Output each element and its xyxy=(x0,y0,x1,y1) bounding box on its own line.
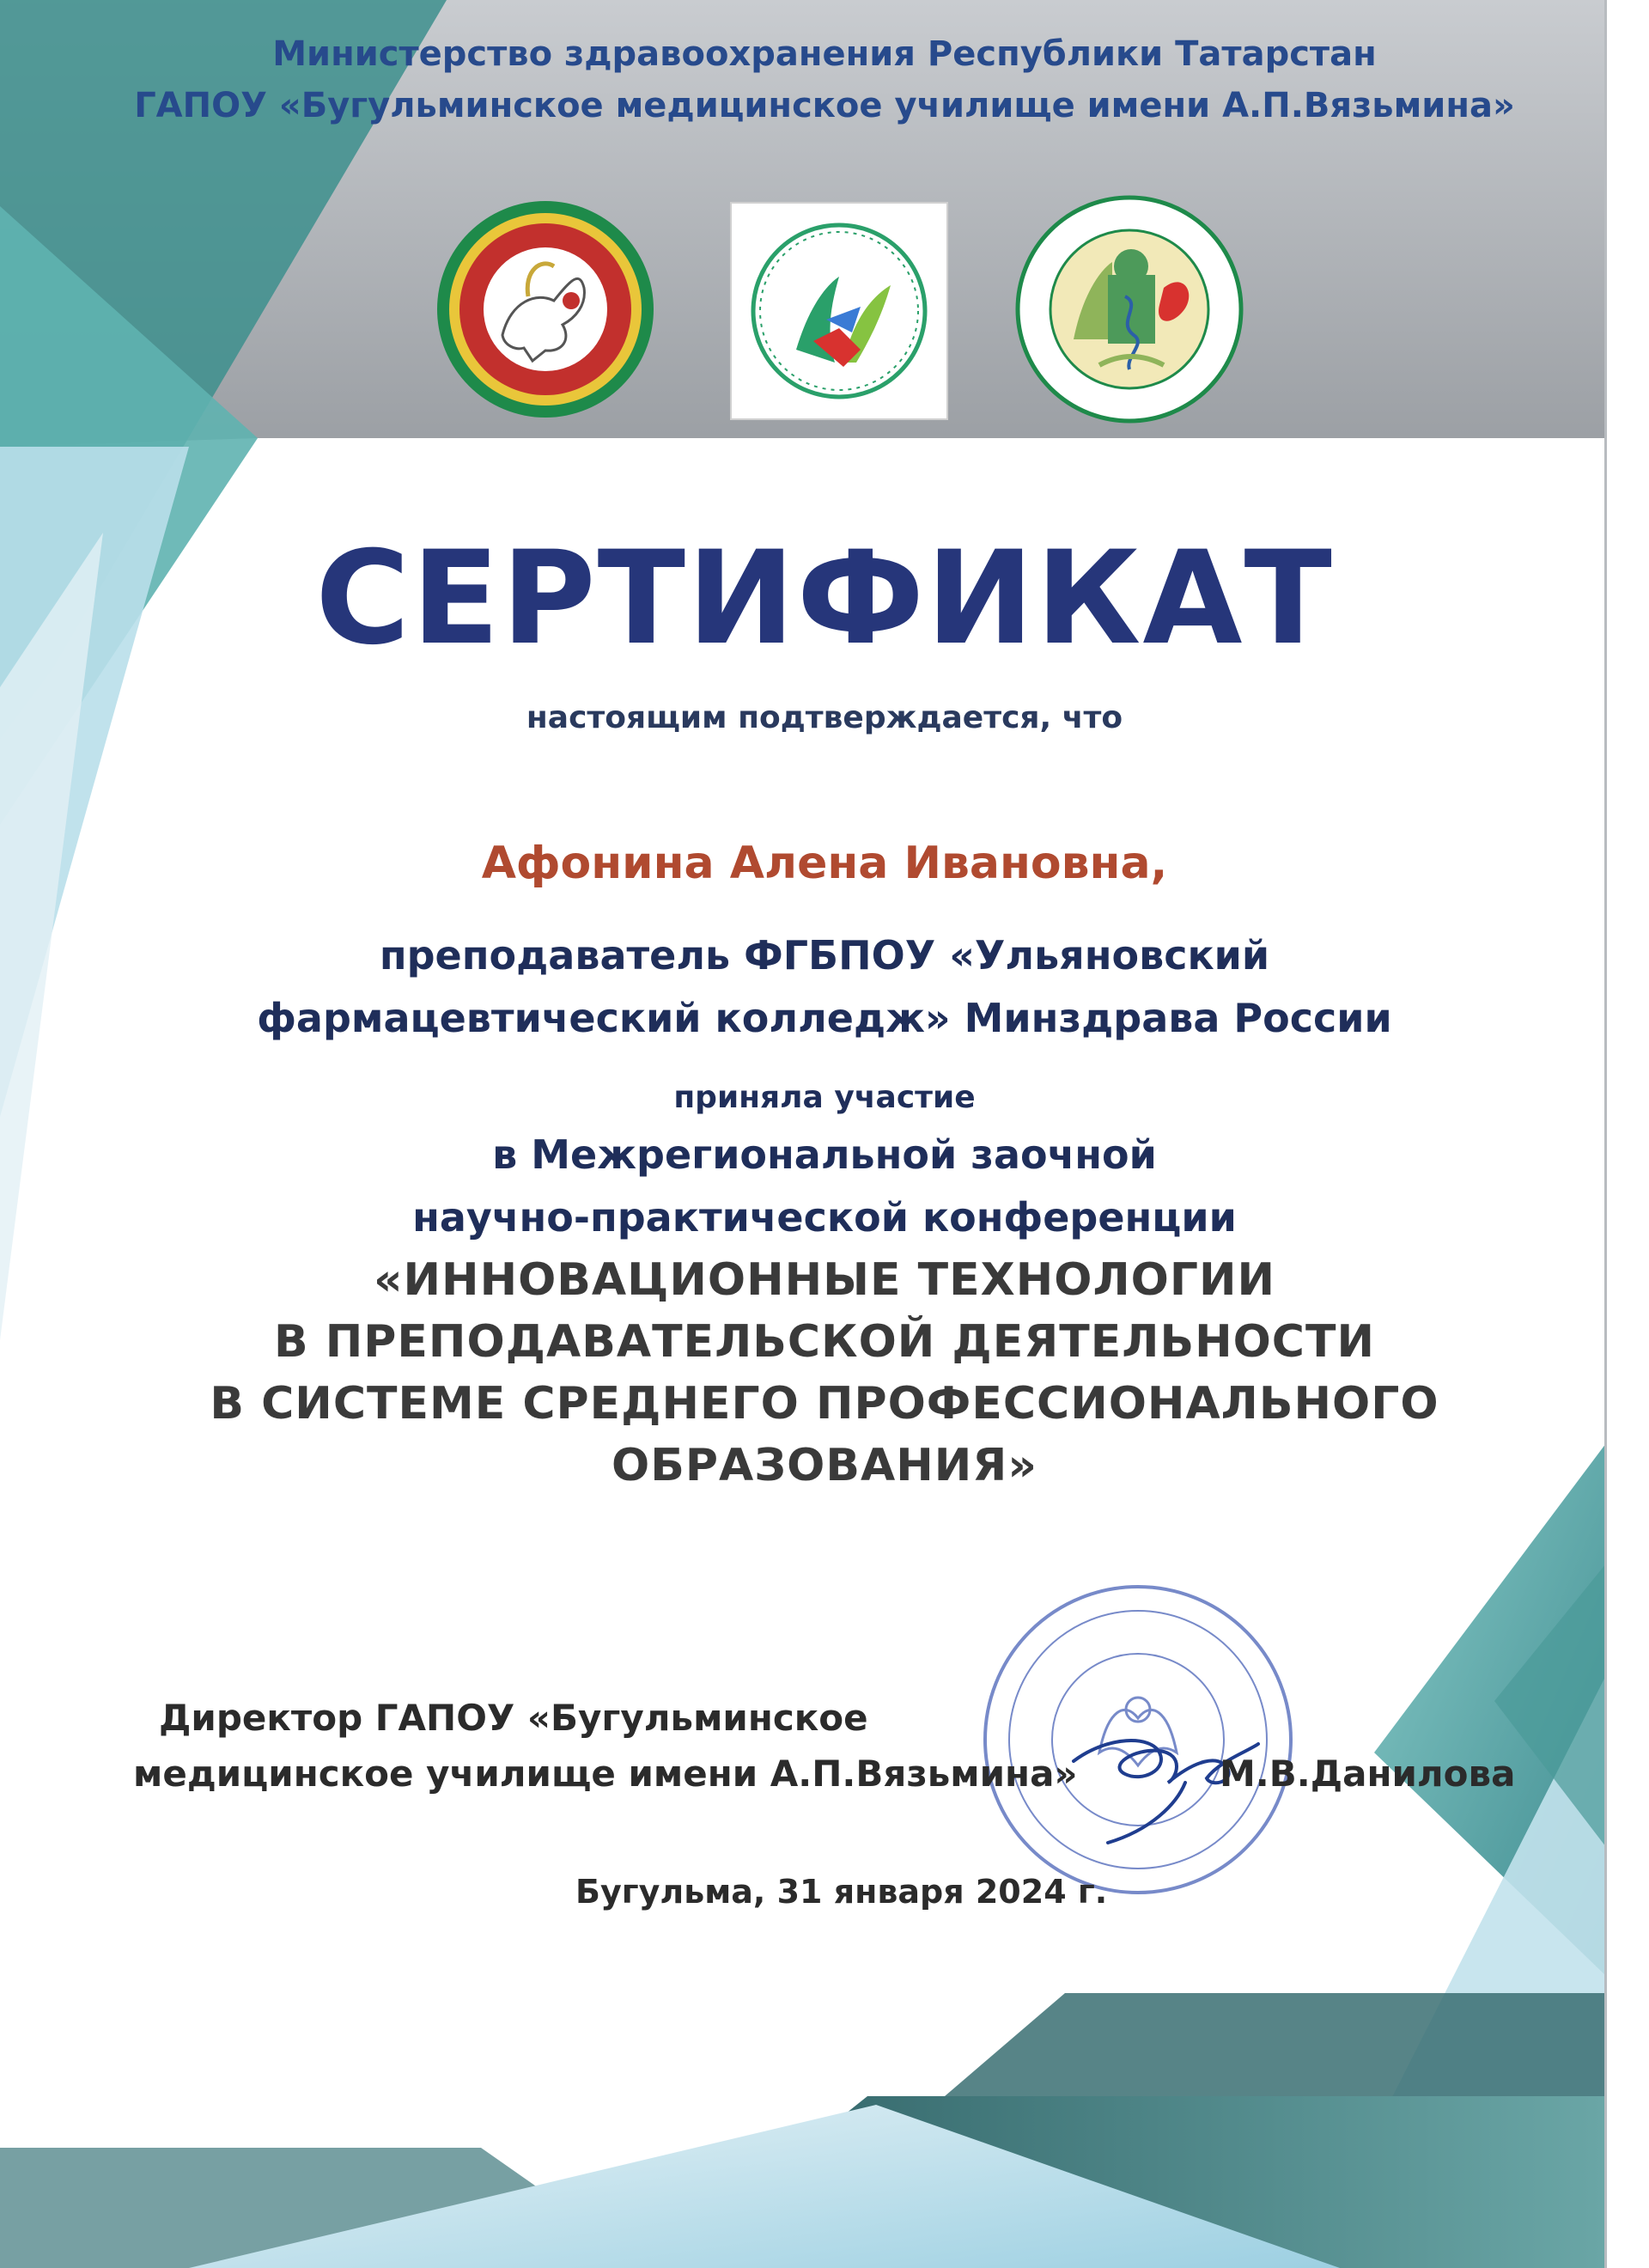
position-line-2: фармацевтический колледж» Минздрава России xyxy=(257,995,1392,1041)
director-title-line-1: Директор ГАПОУ «Бугульминское xyxy=(159,1697,868,1739)
college-seal-logo xyxy=(1013,193,1245,425)
position-line-1: преподаватель ФГБПОУ «Ульяновский xyxy=(379,932,1270,979)
conference-logo xyxy=(730,202,948,420)
institution-header: ГАПОУ «Бугульминское медицинское училище имени А.П.Вязьмина» xyxy=(134,86,1515,125)
conference-logo-icon xyxy=(732,204,946,418)
certificate-title: СЕРТИФИКАТ xyxy=(315,524,1334,674)
director-title-line-2: медицинское училище имени А.П.Вязьмина» xyxy=(133,1753,1078,1795)
event-line-2: научно-практической конференции xyxy=(412,1194,1237,1241)
topic-line-1: «ИННОВАЦИОННЫЕ ТЕХНОЛОГИИ xyxy=(373,1254,1276,1306)
topic-line-3: В СИСТЕМЕ СРЕДНЕГО ПРОФЕССИОНАЛЬНОГО xyxy=(210,1378,1439,1430)
topic-line-4: ОБРАЗОВАНИЯ» xyxy=(612,1440,1037,1491)
event-line-1: в Межрегиональной заочной xyxy=(492,1131,1157,1178)
topic-line-2: В ПРЕПОДАВАТЕЛЬСКОЙ ДЕЯТЕЛЬНОСТИ xyxy=(274,1316,1375,1368)
place-and-date: Бугульма, 31 января 2024 г. xyxy=(575,1873,1108,1911)
signer-name: М.В.Данилова xyxy=(1220,1753,1516,1795)
recipient-name: Афонина Алена Ивановна, xyxy=(481,838,1168,889)
ministry-header: Министерство здравоохранения Республики Татарстан xyxy=(272,34,1377,74)
tatarstan-emblem-logo xyxy=(434,198,657,421)
confirmation-text: настоящим подтверждается, что xyxy=(526,700,1123,735)
participation-text: приняла участие xyxy=(673,1080,976,1115)
